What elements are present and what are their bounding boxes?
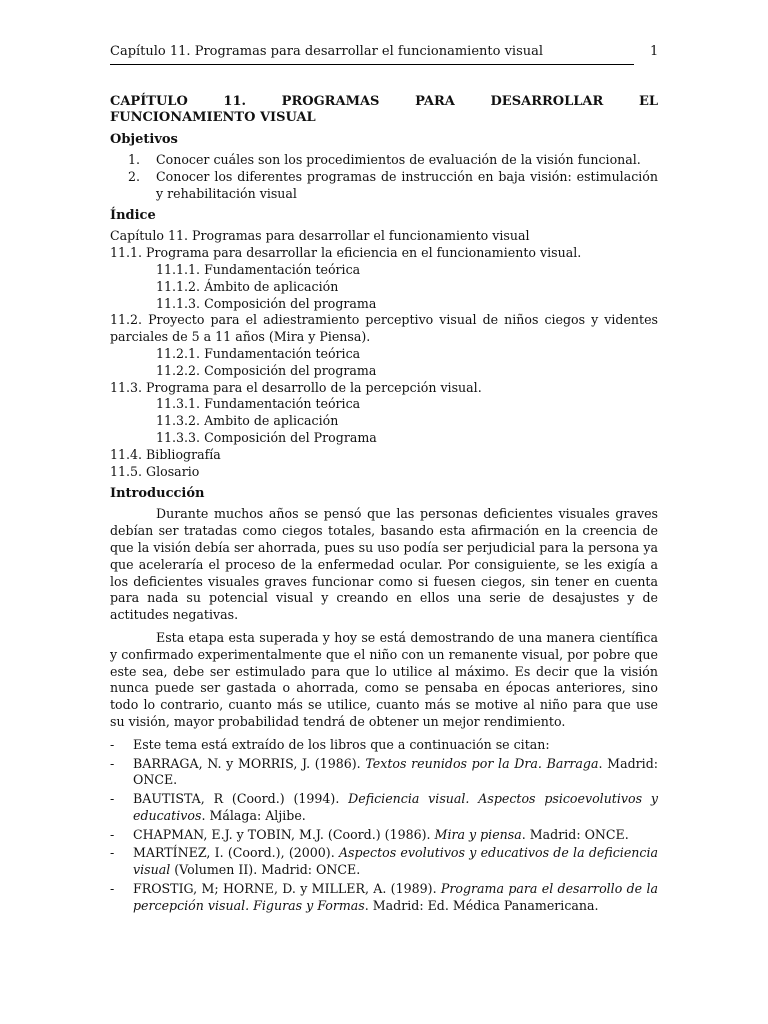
toc-entry: 11.2. Proyecto para el adiestramiento perceptivo visual de niños ciegos y videntes parciales de 5 a 11 años (Mira y Piensa). <box>110 312 658 345</box>
list-dash: - <box>110 881 115 897</box>
running-header <box>110 44 634 65</box>
reference-title: Deficiencia visual. Aspectos psicoevolutivos y educativos <box>133 791 658 823</box>
reference-item <box>110 756 658 790</box>
reference-publisher: (Volumen II). Madrid: ONCE. <box>170 862 361 878</box>
chapter-title-word: PROGRAMAS <box>281 94 380 109</box>
toc-subentry: 11.1.1. Fundamentación teórica <box>156 261 361 277</box>
reference-publisher: . Madrid: Ed. Médica Panamericana. <box>364 897 599 913</box>
reference-publisher: . Málaga: Aljibe. <box>201 807 306 823</box>
chapter-title-word: 11. <box>223 94 247 109</box>
chapter-title <box>110 94 658 126</box>
chapter-title-word: CAPÍTULO <box>110 94 188 109</box>
objective-item <box>110 169 658 203</box>
page-number: 1 <box>650 44 659 59</box>
reference-text <box>133 791 658 825</box>
toc-subentry: 11.3.1. Fundamentación teórica <box>156 396 361 412</box>
intro-paragraph: Esta etapa esta superada y hoy se está demostrando de una manera científica y confirmado experimentalmente que el niño con un remanente visual, por pobre que este sea, debe ser estimulado para que lo utilice al máximo. Es decir que la visión nunca puede ser gastada o ahorrada, como se pensaba en épocas anteriores, sino todo lo contrario, cuanto más se utilice, cuanto más se motive al niño para que use su visión, mayor probabilidad tendrá de obtener un mejor rendimiento. <box>110 629 658 729</box>
toc-entry: 11.3. Programa para el desarrollo de la percepción visual. <box>110 379 482 395</box>
reference-text <box>133 845 658 879</box>
reference-list <box>110 737 658 915</box>
toc-entry: 11.5. Glosario <box>110 463 200 479</box>
reference-item <box>110 791 658 825</box>
list-dash: - <box>110 826 115 842</box>
reference-item <box>110 881 658 915</box>
reference-text <box>133 756 658 790</box>
intro-paragraph: Durante muchos años se pensó que las personas deficientes visuales graves debían ser tratadas como ciegos totales, basando esta afirmación en la creencia de que la visión debía ser ahorrada, pues su uso podía ser perjudicial para la persona ya que aceleraría el proceso de la enfermedad ocular. Por consiguiente, se les exigía a los deficientes visuales graves funcionar como si fuesen ciegos, sin tener en cuenta para nada su potencial visual y creando en ellos una serie de desajustes y de actitudes negativas. <box>110 506 658 623</box>
indice-heading: Índice <box>110 208 156 224</box>
toc-subentry: 11.2.2. Composición del programa <box>156 362 377 378</box>
reference-item <box>110 737 658 754</box>
toc-subentry: 11.3.3. Composición del Programa <box>156 429 377 445</box>
toc-subentry: 11.2.1. Fundamentación teórica <box>156 345 361 361</box>
objective-text: Conocer los diferentes programas de instrucción en baja visión: estimulación y rehabilitación visual <box>156 168 658 201</box>
reference-author: BAUTISTA, R (Coord.) (1994). <box>133 791 349 807</box>
list-dash: - <box>110 736 115 752</box>
objectives-list <box>110 152 658 202</box>
reference-author: CHAPMAN, E.J. y TOBIN, M.J. (Coord.) (1986). <box>133 826 435 842</box>
reference-author: MARTÍNEZ, I. (Coord.), (2000). <box>133 845 339 861</box>
running-header-title: Capítulo 11. Programas para desarrollar el funcionamiento visual <box>110 44 544 59</box>
reference-title: Mira y piensa <box>434 826 522 842</box>
objective-number: 1. <box>128 152 141 167</box>
reference-title: Programa para el desarrollo de la percepción visual. Figuras y Formas <box>133 881 658 913</box>
table-of-contents <box>110 228 658 480</box>
document-body <box>110 94 658 917</box>
reference-text <box>133 881 658 915</box>
reference-item <box>110 845 658 879</box>
toc-subentry: 11.1.3. Composición del programa <box>156 295 377 311</box>
chapter-title-word: PARA <box>415 94 455 109</box>
introduccion-heading: Introducción <box>110 486 205 502</box>
chapter-title-line-1 <box>110 94 658 110</box>
reference-text <box>133 827 658 844</box>
toc-entry: Capítulo 11. Programas para desarrollar el funcionamiento visual <box>110 228 530 244</box>
chapter-title-word: DESARROLLAR <box>490 94 604 109</box>
list-dash: - <box>110 755 115 771</box>
list-dash: - <box>110 845 115 861</box>
toc-entry: 11.4. Bibliografía <box>110 446 221 462</box>
reference-author: BARRAGA, N. y MORRIS, J. (1986). <box>133 755 366 771</box>
reference-author: FROSTIG, M; HORNE, D. y MILLER, A. (1989). <box>133 881 441 897</box>
toc-subentry: 11.3.2. Ambito de aplicación <box>156 413 339 429</box>
reference-title: Aspectos evolutivos y educativos de la deficiencia visual <box>133 845 658 878</box>
reference-text <box>133 737 658 754</box>
objective-text: Conocer cuáles son los procedimientos de evaluación de la visión funcional. <box>156 152 641 167</box>
reference-author: Este tema está extraído de los libros que a continuación se citan: <box>133 736 550 752</box>
toc-subentry: 11.1.2. Ámbito de aplicación <box>156 278 339 294</box>
chapter-title-line-2: FUNCIONAMIENTO VISUAL <box>110 110 316 125</box>
reference-publisher: . Madrid: ONCE. <box>133 755 659 788</box>
reference-title: Textos reunidos por la Dra. Barraga <box>365 755 599 771</box>
toc-entry: 11.1. Programa para desarrollar la eficiencia en el funcionamiento visual. <box>110 245 582 261</box>
chapter-title-word: EL <box>638 94 658 109</box>
objective-item <box>110 152 658 169</box>
list-dash: - <box>110 791 115 807</box>
objective-number: 2. <box>128 168 141 184</box>
objetivos-heading: Objetivos <box>110 132 178 147</box>
reference-publisher: . Madrid: ONCE. <box>521 826 629 842</box>
reference-item <box>110 827 658 844</box>
